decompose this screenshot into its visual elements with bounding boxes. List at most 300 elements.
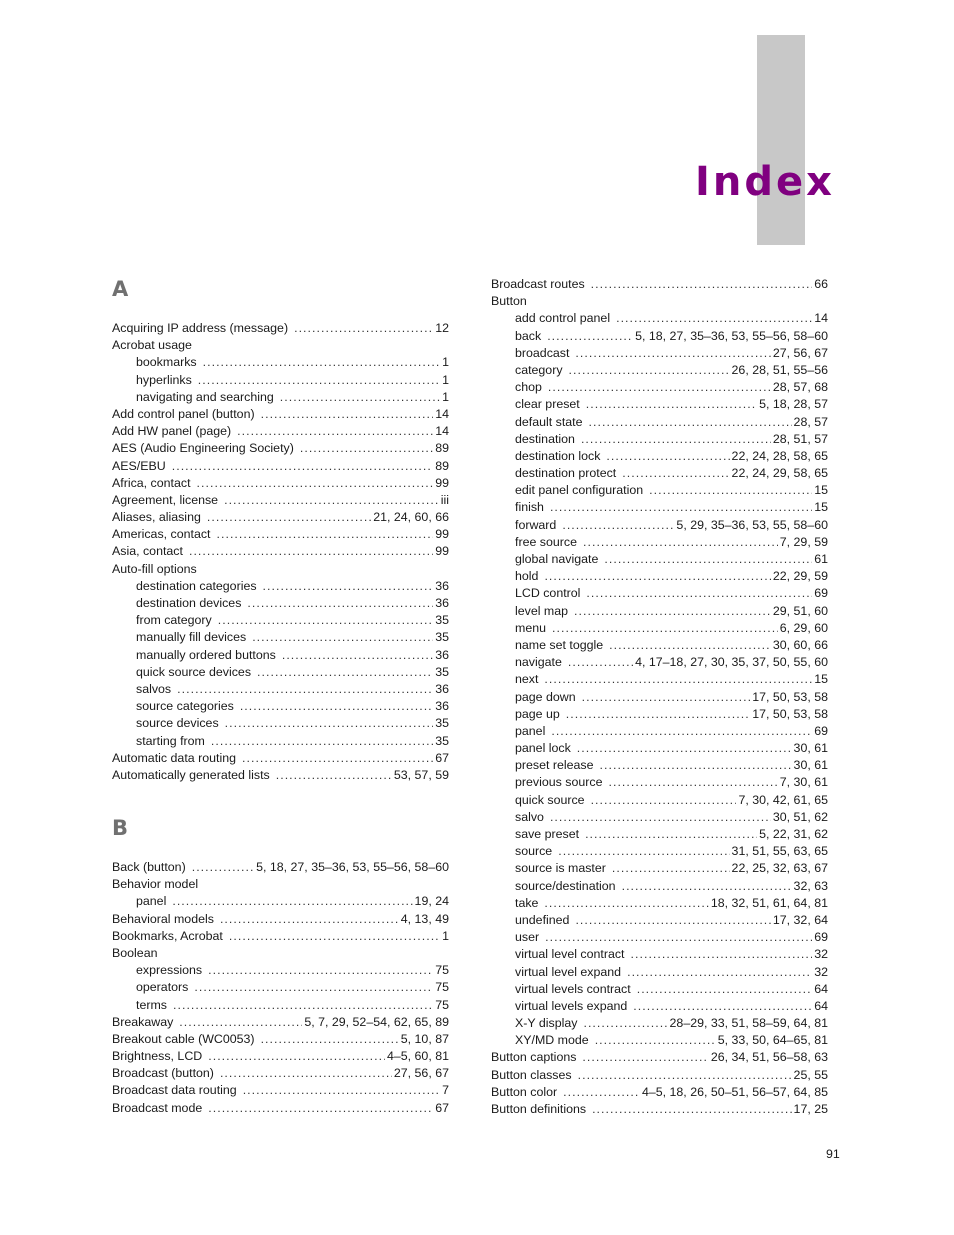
dot-leader [216,526,433,543]
index-term: Button color [491,1084,558,1099]
page-references[interactable]: 4–5, 60, 81 [386,1049,449,1064]
page-title: Index [695,159,835,205]
dot-leader [280,389,440,406]
page-references[interactable]: 67 [435,1100,449,1115]
index-term: from category [136,613,212,628]
index-entry [112,492,449,509]
page-references[interactable]: 28, 57 [793,414,828,429]
dot-leader [261,1031,399,1048]
dot-leader [552,620,778,637]
page-references[interactable]: 17, 25 [793,1102,828,1116]
page-references[interactable]: 22, 29, 59 [772,569,828,584]
index-subentry [112,979,449,996]
page-references[interactable]: 35 [435,630,449,645]
index-term: Boolean [112,945,158,960]
index-entry [112,561,449,578]
page-references[interactable]: 66 [814,277,828,291]
dot-leader [608,774,777,791]
index-entry [112,320,449,337]
dot-leader [282,647,433,664]
index-term: finish [515,500,544,515]
index-subentry [491,345,828,362]
index-term: name set toggle [515,637,604,652]
index-term: hold [515,569,539,584]
page-references[interactable]: 75 [435,980,449,995]
index-term: Bookmarks, Acrobat [112,928,223,943]
page-references[interactable]: 7, 30, 42, 61, 65 [738,792,828,807]
dot-leader [577,740,792,757]
page-references[interactable]: 18, 32, 51, 61, 64, 81 [710,895,828,910]
index-subentry [491,946,828,963]
index-term: XY/MD mode [515,1033,589,1048]
dot-leader [586,396,757,413]
dot-leader [544,671,812,688]
index-term: forward [515,517,557,532]
dot-leader [622,465,729,482]
index-term: Broadcast data routing [112,1083,237,1098]
index-entry [491,293,828,310]
dot-leader [595,1032,716,1049]
page-references[interactable]: 36 [435,647,449,662]
dot-leader [177,681,433,698]
page-references[interactable]: 30, 61 [793,741,828,756]
page-references[interactable]: 5, 33, 50, 64–65, 81 [717,1033,828,1048]
index-term: AES (Audio Engineering Society) [112,441,294,456]
index-subentry [491,757,828,774]
index-subentry [112,893,449,910]
page-references[interactable]: 14 [435,424,449,439]
dot-leader [252,629,433,646]
page-references[interactable]: 75 [435,963,449,978]
page-references[interactable]: 32 [814,947,828,962]
page-references[interactable]: 67 [435,750,449,765]
index-subentry [112,715,449,732]
index-subentry [491,895,828,912]
index-entry [491,1101,828,1118]
index-subentry [491,860,828,877]
page-references[interactable]: 30, 60, 66 [772,637,828,652]
index-term: Behavior model [112,877,199,892]
index-term: previous source [515,775,603,790]
index-term: navigate [515,655,562,670]
index-term: panel lock [515,741,571,756]
dot-leader [189,543,433,560]
index-entry [112,876,449,893]
index-term: Asia, contact [112,544,183,559]
dot-leader [578,1067,792,1084]
dot-leader [203,354,440,371]
index-term: Agreement, license [112,492,219,507]
index-term: panel [515,723,546,738]
index-entry [112,406,449,423]
page-references[interactable]: 15 [814,500,828,515]
dot-leader [294,320,433,337]
index-entry [112,526,449,543]
dot-leader [551,723,812,740]
dot-leader [208,1100,433,1117]
index-term: Behavioral models [112,911,214,926]
index-term: Button captions [491,1050,577,1065]
dot-leader [616,310,812,327]
dot-leader [600,757,792,774]
dot-leader [192,859,254,876]
index-term: hyperlinks [136,372,192,387]
dot-leader [207,509,371,526]
page-references[interactable]: 27, 56, 67 [393,1066,449,1081]
index-term: expressions [136,963,203,978]
page-references[interactable]: 1 [442,355,449,370]
page-references[interactable]: 36 [435,596,449,610]
page-references[interactable]: 99 [435,544,449,559]
index-subentry [112,733,449,750]
index-term: quick source devices [136,664,252,679]
index-term: Acrobat usage [112,338,192,353]
page-references[interactable]: 35 [435,716,449,731]
page-references[interactable]: 26, 28, 51, 55–56 [731,362,828,377]
dot-leader [637,981,813,998]
page-references[interactable]: 14 [814,311,828,326]
index-subentry [112,578,449,595]
index-subentry [491,517,828,534]
index-term: page up [515,706,560,721]
dot-leader [276,767,392,784]
dot-leader [589,414,792,431]
index-subentry [112,612,449,629]
page-references[interactable]: 35 [435,733,449,748]
page-references[interactable]: iii [440,492,449,507]
index-subentry [491,929,828,946]
page-references[interactable]: 5, 22, 31, 62 [759,827,828,841]
page-references[interactable]: 30, 51, 62 [772,809,828,824]
dot-leader [263,578,434,595]
index-subentry [491,774,828,791]
index-subentry [491,310,828,327]
index-entry [112,543,449,560]
index-term: Button [491,294,527,309]
page-references[interactable]: 32, 63 [793,878,828,893]
index-term: destination protect [515,466,617,481]
page-references[interactable]: 12 [435,321,449,335]
index-term: user [515,930,540,945]
dot-leader [604,551,812,568]
index-term: source devices [136,716,219,731]
page-references[interactable]: 15 [814,672,828,687]
page-references[interactable]: 28–29, 33, 51, 58–59, 64, 81 [669,1016,828,1031]
index-subentry [112,595,449,612]
dot-leader [544,568,770,585]
page-references[interactable]: 69 [814,586,828,601]
index-section-b-continued [491,276,828,1118]
index-term: X-Y display [515,1016,578,1031]
page-references[interactable]: 89 [435,441,449,456]
dot-leader [591,792,737,809]
page-references[interactable]: 75 [435,997,449,1012]
index-entry [491,1067,828,1084]
index-entry [112,475,449,492]
index-subentry [112,389,449,406]
index-entry [112,423,449,440]
index-term: default state [515,414,583,429]
index-subentry [112,698,449,715]
index-term: terms [136,997,167,1012]
index-subentry [491,998,828,1015]
index-term: Broadcast mode [112,1100,203,1115]
index-term: source/destination [515,878,616,893]
page-references[interactable]: 4, 13, 49 [400,911,449,926]
dot-leader [194,979,433,996]
page-references[interactable]: 36 [435,681,449,696]
page-references[interactable]: 64 [814,998,828,1013]
index-term: next [515,672,539,687]
index-term: save preset [515,827,580,841]
index-term: quick source [515,792,585,807]
index-entry [112,509,449,526]
page-references[interactable]: 35 [435,664,449,679]
index-subentry [491,448,828,465]
index-subentry [112,647,449,664]
dot-leader [300,440,433,457]
index-subentry [491,551,828,568]
page-references[interactable]: 5, 7, 29, 52–54, 62, 65, 89 [304,1014,449,1029]
page-references[interactable]: 19, 24 [414,894,449,909]
index-term: source [515,844,553,859]
dot-leader [197,475,434,492]
page-references[interactable]: 30, 61 [793,758,828,773]
dot-leader [581,431,771,448]
index-term: salvo [515,809,544,824]
dot-leader [574,603,771,620]
page-references[interactable]: 25, 55 [793,1067,828,1082]
index-term: virtual levels expand [515,998,628,1013]
page-references[interactable]: 1 [442,928,449,943]
section-letter-b: B [112,816,129,840]
page-references[interactable]: 15 [814,483,828,498]
dot-leader [224,492,439,509]
dot-leader [550,809,771,826]
index-term: navigating and searching [136,389,274,404]
index-term: Breakout cable (WC0053) [112,1031,255,1046]
index-term: LCD control [515,586,581,601]
index-subentry [491,362,828,379]
index-term: page down [515,689,576,704]
dot-leader [631,946,813,963]
dot-leader [550,499,812,516]
index-subentry [491,431,828,448]
dot-leader [609,637,771,654]
index-subentry [491,379,828,396]
index-term: Broadcast routes [491,277,585,291]
index-subentry [112,354,449,371]
page-references[interactable]: 17, 50, 53, 58 [752,706,828,721]
page-references[interactable]: 53, 57, 59 [393,767,449,782]
index-term: clear preset [515,397,580,412]
dot-leader [243,1082,440,1099]
page-references[interactable]: 1 [442,389,449,404]
dot-leader [173,997,433,1014]
index-term: source is master [515,861,606,876]
index-term: Auto-fill options [112,561,197,576]
dot-leader [179,1014,302,1031]
page-references[interactable]: 5, 29, 35–36, 53, 55, 58–60 [676,517,828,532]
dot-leader [566,706,750,723]
index-term: global navigate [515,552,599,566]
index-subentry [491,689,828,706]
page-references[interactable]: 69 [814,930,828,945]
page-references[interactable]: 35 [435,613,449,628]
page-references[interactable]: 26, 34, 51, 56–58, 63 [710,1050,828,1065]
dot-leader [220,911,399,928]
page-references[interactable]: 1 [442,372,449,387]
index-term: edit panel configuration [515,483,644,498]
index-entry [491,1049,828,1066]
page-references[interactable]: 7, 29, 59 [779,534,828,549]
page-references[interactable]: 29, 51, 60 [772,603,828,618]
index-subentry [491,620,828,637]
dot-leader [257,664,433,681]
index-entry [491,276,828,293]
page-references[interactable]: 28, 51, 57 [772,431,828,446]
index-term: Add HW panel (page) [112,424,232,439]
page-references[interactable]: 89 [435,458,449,473]
index-entry [112,945,449,962]
index-subentry [491,792,828,809]
index-term: add control panel [515,311,611,326]
index-entry [112,767,449,784]
page-references[interactable]: 36 [435,699,449,714]
page-references[interactable]: 61 [814,552,828,566]
index-term: menu [515,620,546,635]
index-subentry [491,568,828,585]
page-references[interactable]: 17, 50, 53, 58 [752,689,828,704]
index-term: AES/EBU [112,458,166,473]
index-term: Breakaway [112,1014,174,1029]
page-references[interactable]: 22, 25, 32, 63, 67 [731,861,828,876]
index-entry [491,1084,828,1101]
index-subentry [491,878,828,895]
page-references[interactable]: 64 [814,981,828,996]
index-subentry [491,465,828,482]
dot-leader [575,912,770,929]
index-term: Aliases, aliasing [112,510,201,525]
index-subentry [491,534,828,551]
page-references[interactable]: 14 [435,406,449,421]
index-term: Automatically generated lists [112,767,270,782]
section-letter-a: A [112,277,129,301]
index-entry [112,911,449,928]
page-references[interactable]: 22, 24, 28, 58, 65 [731,448,828,463]
index-term: destination [515,431,575,446]
index-entry [112,1065,449,1082]
index-term: chop [515,380,542,395]
dot-leader [545,929,812,946]
page-references[interactable]: 28, 57, 68 [772,380,828,395]
index-subentry [491,499,828,516]
index-term: destination lock [515,448,601,463]
dot-leader [220,1065,392,1082]
index-entry [112,1031,449,1048]
page-references[interactable]: 7 [442,1083,449,1098]
dot-leader [569,362,730,379]
dot-leader [172,458,433,475]
page-references[interactable]: 21, 24, 60, 66 [373,510,449,525]
dot-leader [208,1048,385,1065]
index-term: Brightness, LCD [112,1049,203,1064]
page-references[interactable]: 5, 18, 27, 35–36, 53, 55–56, 58–60 [635,328,828,343]
page-references[interactable]: 5, 10, 87 [400,1031,449,1046]
index-term: Broadcast (button) [112,1066,214,1081]
page-number: 91 [826,1147,840,1161]
page-references[interactable]: 99 [435,475,449,490]
index-entry [112,1100,449,1117]
index-subentry [112,372,449,389]
dot-leader [585,826,757,843]
dot-leader [633,998,812,1015]
index-term: Americas, contact [112,527,211,542]
index-term: back [515,328,542,343]
index-term: category [515,362,563,377]
page-references[interactable]: 27, 56, 67 [772,345,828,360]
dot-leader [240,698,433,715]
dot-leader [592,1101,791,1118]
index-subentry [112,962,449,979]
dot-leader [548,379,771,396]
page-references[interactable]: 7, 30, 61 [779,775,828,790]
dot-leader [225,715,434,732]
index-subentry [491,723,828,740]
dot-leader [582,689,751,706]
page-references[interactable]: 4, 17–18, 27, 30, 35, 37, 50, 55, 60 [635,655,828,670]
index-section-a [112,320,449,784]
dot-leader [582,1049,708,1066]
index-term: bookmarks [136,355,197,370]
dot-leader [649,482,812,499]
dot-leader [562,517,674,534]
index-entry [112,337,449,354]
index-term: source categories [136,699,234,714]
index-subentry [112,629,449,646]
dot-leader [229,928,440,945]
index-subentry [491,1032,828,1049]
dot-leader [586,585,812,602]
page-references[interactable]: 6, 29, 60 [779,620,828,635]
index-term: manually ordered buttons [136,647,276,662]
page-references[interactable]: 69 [814,723,828,738]
page-references[interactable]: 4–5, 18, 26, 50–51, 56–57, 64, 85 [641,1084,828,1099]
index-subentry [112,681,449,698]
dot-leader [583,1015,667,1032]
page-references[interactable]: 31, 51, 55, 63, 65 [731,844,828,859]
page-references[interactable]: 5, 18, 27, 35–36, 53, 55–56, 58–60 [256,860,449,874]
index-term: virtual level contract [515,947,625,962]
page-references[interactable]: 99 [435,527,449,542]
page-references[interactable]: 36 [435,578,449,593]
dot-leader [247,595,433,612]
index-subentry [491,396,828,413]
index-term: Automatic data routing [112,750,236,765]
index-term: Acquiring IP address (message) [112,321,289,335]
page-references[interactable]: 5, 18, 28, 57 [759,397,828,412]
index-entry [112,1014,449,1031]
page-references[interactable]: 32 [814,964,828,979]
index-term: Back (button) [112,860,186,874]
index-subentry [491,637,828,654]
index-term: preset release [515,758,594,773]
page-references[interactable]: 17, 32, 64 [772,912,828,927]
dot-leader [568,654,633,671]
index-subentry [491,706,828,723]
dot-leader [211,733,433,750]
page-references[interactable]: 22, 24, 29, 58, 65 [731,466,828,481]
